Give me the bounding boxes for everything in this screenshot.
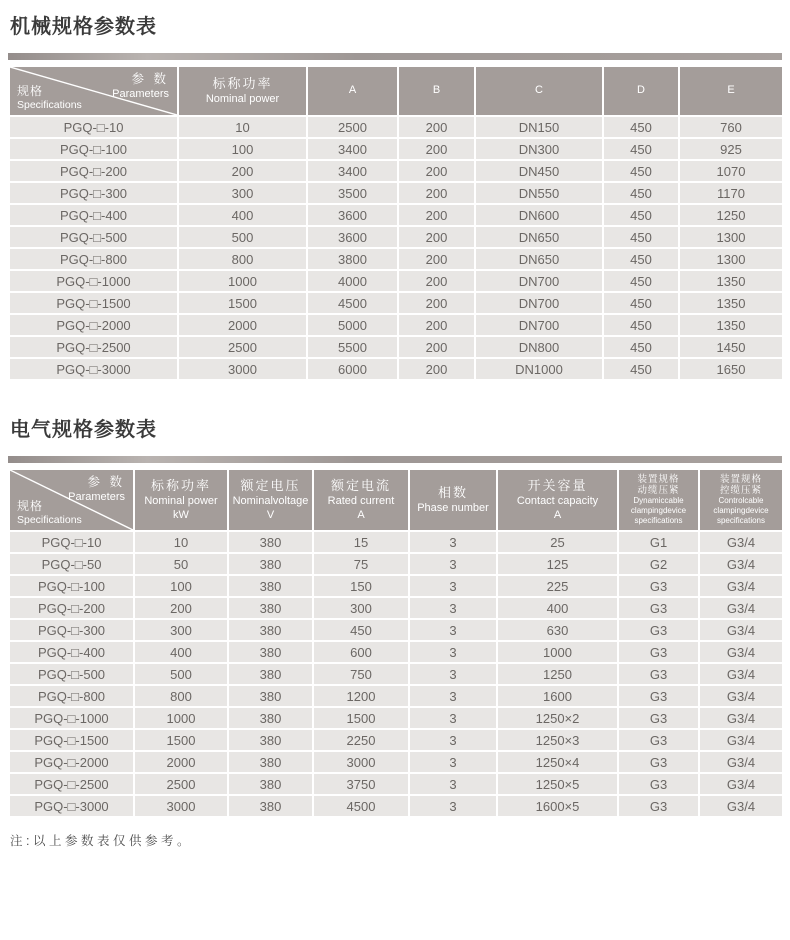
spec-model-cell: PGQ-□-1500	[9, 292, 178, 314]
spec-model-cell: PGQ-□-3000	[9, 358, 178, 380]
spec-model-cell: PGQ-□-2000	[9, 751, 134, 773]
header-row	[9, 66, 783, 116]
value-cell: G3/4	[699, 619, 783, 641]
value-cell: 100	[134, 575, 228, 597]
corner-specifications-label: 规格 Specifications	[17, 83, 82, 111]
value-cell: 450	[603, 270, 679, 292]
value-cell: 3	[409, 531, 497, 553]
column-header: 额定电压 Nominalvoltage V	[228, 469, 313, 531]
spec-model-cell: PGQ-□-2500	[9, 773, 134, 795]
value-cell: 3	[409, 795, 497, 817]
value-cell: DN1000	[475, 358, 603, 380]
value-cell: G3/4	[699, 553, 783, 575]
value-cell: 450	[603, 226, 679, 248]
table-row	[9, 204, 783, 226]
value-cell: 5500	[307, 336, 398, 358]
table-row	[9, 531, 783, 553]
value-cell: 50	[134, 553, 228, 575]
value-cell: DN800	[475, 336, 603, 358]
spec-model-cell: PGQ-□-50	[9, 553, 134, 575]
value-cell: DN300	[475, 138, 603, 160]
value-cell: G3/4	[699, 751, 783, 773]
decorative-bar	[8, 456, 782, 463]
spec-model-cell: PGQ-□-800	[9, 248, 178, 270]
value-cell: 380	[228, 641, 313, 663]
column-header: 装置规格 控缆压紧 Controlcable clampingdevice specifications	[699, 469, 783, 531]
spec-model-cell: PGQ-□-100	[9, 138, 178, 160]
value-cell: 1250×5	[497, 773, 618, 795]
column-header: B	[398, 66, 475, 116]
value-cell: 150	[313, 575, 409, 597]
value-cell: 200	[398, 292, 475, 314]
mechanical-spec-section	[8, 10, 782, 381]
value-cell: 3000	[178, 358, 307, 380]
spec-model-cell: PGQ-□-200	[9, 597, 134, 619]
value-cell: 450	[313, 619, 409, 641]
table-row	[9, 751, 783, 773]
electrical-table-body	[9, 531, 783, 817]
value-cell: 225	[497, 575, 618, 597]
value-cell: 4000	[307, 270, 398, 292]
value-cell: 4500	[313, 795, 409, 817]
table-row	[9, 248, 783, 270]
value-cell: 25	[497, 531, 618, 553]
value-cell: G3/4	[699, 531, 783, 553]
spec-model-cell: PGQ-□-300	[9, 182, 178, 204]
table-row	[9, 685, 783, 707]
value-cell: 1000	[497, 641, 618, 663]
value-cell: 3	[409, 619, 497, 641]
value-cell: 1500	[313, 707, 409, 729]
value-cell: 450	[603, 116, 679, 138]
value-cell: 1000	[178, 270, 307, 292]
value-cell: 1300	[679, 248, 783, 270]
table-row	[9, 226, 783, 248]
value-cell: 2500	[307, 116, 398, 138]
value-cell: DN700	[475, 270, 603, 292]
value-cell: 10	[134, 531, 228, 553]
value-cell: 1600×5	[497, 795, 618, 817]
value-cell: G3	[618, 795, 699, 817]
value-cell: 75	[313, 553, 409, 575]
value-cell: 2500	[134, 773, 228, 795]
value-cell: 400	[178, 204, 307, 226]
value-cell: 200	[398, 314, 475, 336]
value-cell: G3/4	[699, 795, 783, 817]
value-cell: G3	[618, 619, 699, 641]
value-cell: 380	[228, 751, 313, 773]
value-cell: 450	[603, 248, 679, 270]
value-cell: 450	[603, 314, 679, 336]
value-cell: 380	[228, 619, 313, 641]
spec-model-cell: PGQ-□-300	[9, 619, 134, 641]
value-cell: 750	[313, 663, 409, 685]
value-cell: 3	[409, 729, 497, 751]
value-cell: 2000	[134, 751, 228, 773]
value-cell: 450	[603, 292, 679, 314]
value-cell: 300	[313, 597, 409, 619]
table-row	[9, 292, 783, 314]
column-header: 装置规格 动缆压紧 Dynamiccable clampingdevice specifications	[618, 469, 699, 531]
column-header: 标称功率 Nominal power	[178, 66, 307, 116]
value-cell: 200	[398, 138, 475, 160]
value-cell: 3500	[307, 182, 398, 204]
value-cell: 3	[409, 707, 497, 729]
value-cell: 4500	[307, 292, 398, 314]
value-cell: 380	[228, 707, 313, 729]
value-cell: 3	[409, 641, 497, 663]
table-row	[9, 773, 783, 795]
corner-header-cell	[9, 66, 178, 116]
value-cell: G3/4	[699, 707, 783, 729]
value-cell: 200	[398, 270, 475, 292]
value-cell: 200	[398, 226, 475, 248]
table-row	[9, 182, 783, 204]
value-cell: 3400	[307, 160, 398, 182]
spec-model-cell: PGQ-□-2000	[9, 314, 178, 336]
value-cell: 200	[398, 248, 475, 270]
value-cell: DN650	[475, 248, 603, 270]
value-cell: 450	[603, 358, 679, 380]
spec-model-cell: PGQ-□-100	[9, 575, 134, 597]
value-cell: 200	[398, 358, 475, 380]
value-cell: 200	[398, 182, 475, 204]
value-cell: 800	[134, 685, 228, 707]
corner-specifications-label: 规格 Specifications	[17, 498, 82, 526]
electrical-spec-table	[8, 468, 784, 818]
value-cell: 1250×3	[497, 729, 618, 751]
value-cell: 3400	[307, 138, 398, 160]
value-cell: 1200	[313, 685, 409, 707]
value-cell: 380	[228, 663, 313, 685]
value-cell: 15	[313, 531, 409, 553]
value-cell: G3/4	[699, 575, 783, 597]
value-cell: 200	[398, 336, 475, 358]
value-cell: DN650	[475, 226, 603, 248]
value-cell: 10	[178, 116, 307, 138]
spec-model-cell: PGQ-□-200	[9, 160, 178, 182]
value-cell: 450	[603, 336, 679, 358]
value-cell: G1	[618, 531, 699, 553]
spec-model-cell: PGQ-□-500	[9, 226, 178, 248]
value-cell: G3	[618, 575, 699, 597]
value-cell: 380	[228, 729, 313, 751]
value-cell: 1600	[497, 685, 618, 707]
value-cell: 3	[409, 575, 497, 597]
table-row	[9, 358, 783, 380]
value-cell: 380	[228, 597, 313, 619]
table-row	[9, 553, 783, 575]
table-row	[9, 729, 783, 751]
column-header: 相数 Phase number	[409, 469, 497, 531]
value-cell: 125	[497, 553, 618, 575]
header-row	[9, 469, 783, 531]
value-cell: G3/4	[699, 773, 783, 795]
value-cell: 600	[313, 641, 409, 663]
value-cell: 3600	[307, 204, 398, 226]
value-cell: G3	[618, 773, 699, 795]
value-cell: 1000	[134, 707, 228, 729]
value-cell: 200	[398, 116, 475, 138]
value-cell: 1350	[679, 292, 783, 314]
value-cell: DN600	[475, 204, 603, 226]
value-cell: G3/4	[699, 663, 783, 685]
spec-model-cell: PGQ-□-2500	[9, 336, 178, 358]
spec-model-cell: PGQ-□-3000	[9, 795, 134, 817]
spec-model-cell: PGQ-□-400	[9, 204, 178, 226]
value-cell: 380	[228, 531, 313, 553]
value-cell: 1170	[679, 182, 783, 204]
value-cell: 3	[409, 553, 497, 575]
column-header: D	[603, 66, 679, 116]
value-cell: G3/4	[699, 641, 783, 663]
value-cell: G3	[618, 663, 699, 685]
table-row	[9, 116, 783, 138]
value-cell: 1350	[679, 314, 783, 336]
value-cell: 1350	[679, 270, 783, 292]
value-cell: 2250	[313, 729, 409, 751]
value-cell: 3000	[134, 795, 228, 817]
value-cell: 380	[228, 773, 313, 795]
electrical-section-title: 电气规格参数表	[10, 419, 157, 441]
value-cell: 5000	[307, 314, 398, 336]
value-cell: G3/4	[699, 597, 783, 619]
value-cell: 1450	[679, 336, 783, 358]
value-cell: DN450	[475, 160, 603, 182]
table-row	[9, 619, 783, 641]
mechanical-table-body	[9, 116, 783, 380]
value-cell: 500	[134, 663, 228, 685]
value-cell: 3	[409, 663, 497, 685]
value-cell: 2000	[178, 314, 307, 336]
value-cell: 3	[409, 685, 497, 707]
table-row	[9, 575, 783, 597]
value-cell: G3	[618, 641, 699, 663]
table-row	[9, 336, 783, 358]
value-cell: 380	[228, 553, 313, 575]
column-header: A	[307, 66, 398, 116]
spec-model-cell: PGQ-□-1500	[9, 729, 134, 751]
value-cell: 450	[603, 138, 679, 160]
value-cell: 6000	[307, 358, 398, 380]
corner-header-cell	[9, 469, 134, 531]
value-cell: G3	[618, 597, 699, 619]
value-cell: G3	[618, 707, 699, 729]
table-row	[9, 270, 783, 292]
value-cell: 760	[679, 116, 783, 138]
table-row	[9, 795, 783, 817]
table-row	[9, 707, 783, 729]
mechanical-spec-table	[8, 65, 784, 381]
column-header: 标称功率 Nominal power kW	[134, 469, 228, 531]
value-cell: 400	[134, 641, 228, 663]
decorative-bar	[8, 53, 782, 60]
spec-model-cell: PGQ-□-1000	[9, 270, 178, 292]
value-cell: 380	[228, 685, 313, 707]
value-cell: 3	[409, 773, 497, 795]
value-cell: 1650	[679, 358, 783, 380]
value-cell: 3800	[307, 248, 398, 270]
table-row	[9, 314, 783, 336]
table-row	[9, 138, 783, 160]
footnote: 注:以上参数表仅供参考。	[10, 834, 193, 848]
value-cell: 380	[228, 575, 313, 597]
value-cell: 450	[603, 204, 679, 226]
corner-parameters-label: 参 数 Parameters	[112, 72, 169, 100]
value-cell: 1070	[679, 160, 783, 182]
value-cell: 3600	[307, 226, 398, 248]
value-cell: 500	[178, 226, 307, 248]
table-row	[9, 663, 783, 685]
value-cell: 1300	[679, 226, 783, 248]
spec-model-cell: PGQ-□-800	[9, 685, 134, 707]
value-cell: G3	[618, 751, 699, 773]
value-cell: 400	[497, 597, 618, 619]
value-cell: 200	[398, 204, 475, 226]
table-row	[9, 160, 783, 182]
column-header: E	[679, 66, 783, 116]
value-cell: 1250	[497, 663, 618, 685]
value-cell: G3/4	[699, 729, 783, 751]
corner-parameters-label: 参 数 Parameters	[68, 475, 125, 503]
value-cell: 1500	[178, 292, 307, 314]
value-cell: 100	[178, 138, 307, 160]
value-cell: 300	[134, 619, 228, 641]
value-cell: DN550	[475, 182, 603, 204]
value-cell: G2	[618, 553, 699, 575]
column-header: 额定电流 Rated current A	[313, 469, 409, 531]
value-cell: 3	[409, 597, 497, 619]
value-cell: 1500	[134, 729, 228, 751]
mechanical-section-title: 机械规格参数表	[10, 16, 157, 38]
value-cell: DN150	[475, 116, 603, 138]
value-cell: 200	[134, 597, 228, 619]
electrical-spec-section	[8, 413, 782, 818]
value-cell: G3	[618, 729, 699, 751]
value-cell: 380	[228, 795, 313, 817]
value-cell: 3000	[313, 751, 409, 773]
value-cell: G3/4	[699, 685, 783, 707]
value-cell: 450	[603, 182, 679, 204]
value-cell: 300	[178, 182, 307, 204]
value-cell: 1250×4	[497, 751, 618, 773]
value-cell: 925	[679, 138, 783, 160]
value-cell: 200	[178, 160, 307, 182]
value-cell: 3	[409, 751, 497, 773]
spec-model-cell: PGQ-□-1000	[9, 707, 134, 729]
value-cell: DN700	[475, 292, 603, 314]
value-cell: DN700	[475, 314, 603, 336]
value-cell: 2500	[178, 336, 307, 358]
value-cell: 3750	[313, 773, 409, 795]
spec-model-cell: PGQ-□-10	[9, 531, 134, 553]
spec-model-cell: PGQ-□-500	[9, 663, 134, 685]
value-cell: 1250	[679, 204, 783, 226]
table-row	[9, 597, 783, 619]
value-cell: 450	[603, 160, 679, 182]
value-cell: 1250×2	[497, 707, 618, 729]
value-cell: 800	[178, 248, 307, 270]
value-cell: 200	[398, 160, 475, 182]
spec-model-cell: PGQ-□-400	[9, 641, 134, 663]
value-cell: 630	[497, 619, 618, 641]
value-cell: G3	[618, 685, 699, 707]
table-row	[9, 641, 783, 663]
column-header: 开关容量 Contact capacity A	[497, 469, 618, 531]
spec-model-cell: PGQ-□-10	[9, 116, 178, 138]
column-header: C	[475, 66, 603, 116]
